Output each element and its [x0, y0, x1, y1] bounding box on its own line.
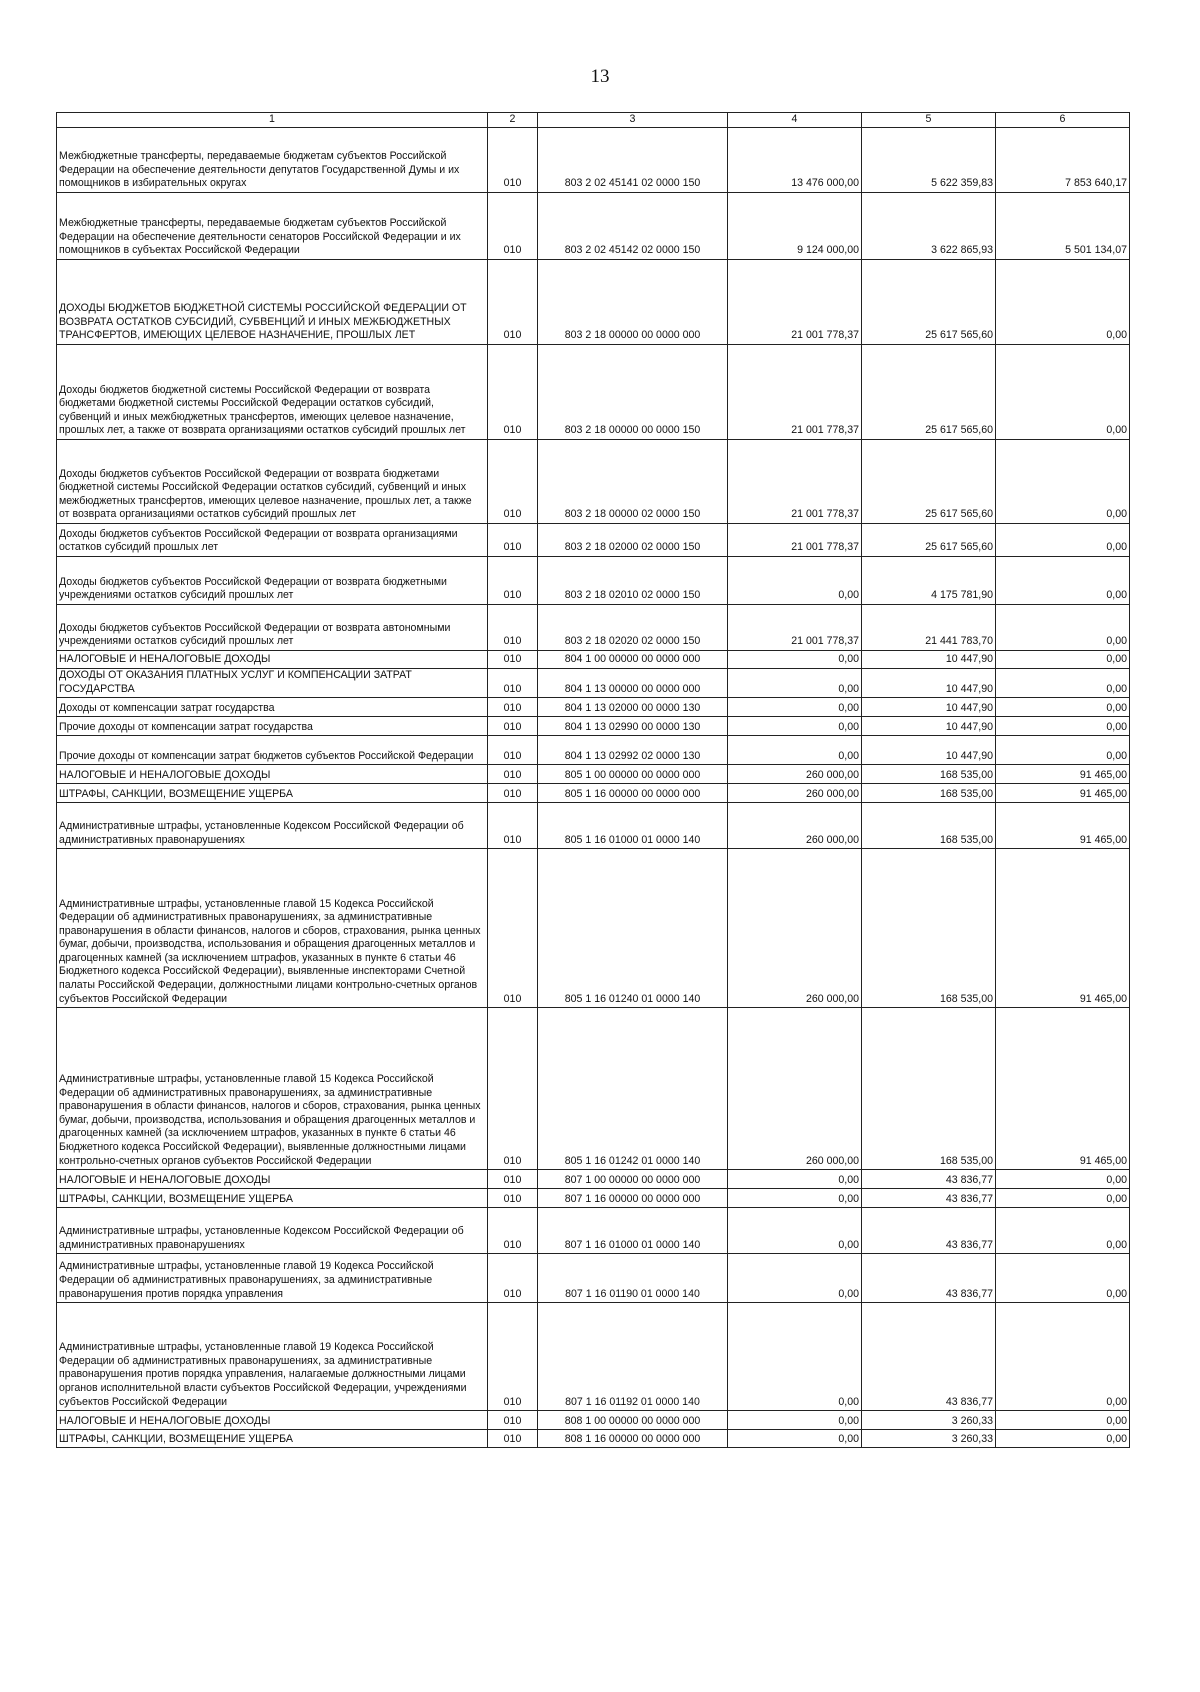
row-code: 010	[488, 524, 538, 557]
budget-classification-code: 807 1 16 01190 01 0000 140	[538, 1254, 728, 1303]
executed-amount: 5 622 359,83	[862, 128, 996, 193]
budget-classification-code: 804 1 13 02992 02 0000 130	[538, 736, 728, 765]
budget-classification-code: 808 1 16 00000 00 0000 000	[538, 1430, 728, 1448]
budget-classification-code: 808 1 00 00000 00 0000 000	[538, 1411, 728, 1430]
column-header: 3	[538, 113, 728, 128]
unexecuted-amount: 91 465,00	[996, 849, 1130, 1008]
income-name: Доходы бюджетов субъектов Российской Федерации от возврата организациями остатков субсидий прошлых лет	[57, 524, 488, 557]
table-row	[57, 849, 1130, 1008]
table-row	[57, 1411, 1130, 1430]
unexecuted-amount: 0,00	[996, 1303, 1130, 1411]
table-row	[57, 669, 1130, 698]
approved-amount: 0,00	[728, 1303, 862, 1411]
approved-amount: 0,00	[728, 557, 862, 605]
income-name: Административные штрафы, установленные главой 15 Кодекса Российской Федерации об административных правонарушениях, за административные правонарушения в области финансов, налогов и сборов, страхования, рынка ценных бумаг, добычи, производства, использования и обращения драгоценных металлов и драгоценных камней (за исключением штрафов, указанных в пункте 6 статьи 46 Бюджетного кодекса Российской Федерации), выявленные инспекторами Счетной палаты Российской Федерации, должностными лицами контрольно-счетных органов субъектов Российской Федерации	[57, 849, 488, 1008]
budget-classification-code: 805 1 16 01240 01 0000 140	[538, 849, 728, 1008]
table-row	[57, 1189, 1130, 1208]
approved-amount: 0,00	[728, 1170, 862, 1189]
executed-amount: 43 836,77	[862, 1189, 996, 1208]
income-name: Административные штрафы, установленные главой 15 Кодекса Российской Федерации об административных правонарушениях, за административные правонарушения в области финансов, налогов и сборов, страхования, рынка ценных бумаг, добычи, производства, использования и обращения драгоценных металлов и драгоценных камней (за исключением штрафов, указанных в пункте 6 статьи 46 Бюджетного кодекса Российской Федерации), выявленные должностными лицами контрольно-счетных органов субъектов Российской Федерации	[57, 1008, 488, 1170]
income-name: ШТРАФЫ, САНКЦИИ, ВОЗМЕЩЕНИЕ УЩЕРБА	[57, 1189, 488, 1208]
table-header-row	[57, 113, 1130, 128]
table-row	[57, 1208, 1130, 1254]
table-row	[57, 1170, 1130, 1189]
approved-amount: 0,00	[728, 1189, 862, 1208]
table-row	[57, 651, 1130, 669]
unexecuted-amount: 0,00	[996, 557, 1130, 605]
unexecuted-amount: 91 465,00	[996, 803, 1130, 849]
income-name: Доходы бюджетов бюджетной системы Российской Федерации от возврата бюджетами бюджетной системы Российской Федерации остатков субсидий, субвенций и иных межбюджетных трансфертов, имеющих целевое назначение, прошлых лет, а также от возврата организациями остатков субсидий прошлых лет	[57, 345, 488, 440]
unexecuted-amount: 0,00	[996, 736, 1130, 765]
column-header: 2	[488, 113, 538, 128]
row-code: 010	[488, 736, 538, 765]
table-row	[57, 803, 1130, 849]
budget-classification-code: 803 2 18 00000 00 0000 000	[538, 260, 728, 345]
row-code: 010	[488, 1411, 538, 1430]
row-code: 010	[488, 669, 538, 698]
page-number: 13	[590, 66, 610, 87]
approved-amount: 0,00	[728, 1254, 862, 1303]
budget-classification-code: 803 2 18 02000 02 0000 150	[538, 524, 728, 557]
approved-amount: 260 000,00	[728, 765, 862, 784]
table-row	[57, 717, 1130, 736]
row-code: 010	[488, 260, 538, 345]
executed-amount: 168 535,00	[862, 765, 996, 784]
row-code: 010	[488, 128, 538, 193]
approved-amount: 0,00	[728, 669, 862, 698]
executed-amount: 43 836,77	[862, 1208, 996, 1254]
approved-amount: 0,00	[728, 717, 862, 736]
unexecuted-amount: 0,00	[996, 1430, 1130, 1448]
table-row	[57, 1008, 1130, 1170]
table-row	[57, 524, 1130, 557]
unexecuted-amount: 0,00	[996, 1411, 1130, 1430]
executed-amount: 168 535,00	[862, 1008, 996, 1170]
column-header: 4	[728, 113, 862, 128]
unexecuted-amount: 5 501 134,07	[996, 193, 1130, 260]
row-code: 010	[488, 849, 538, 1008]
income-name: Доходы бюджетов субъектов Российской Федерации от возврата автономными учреждениями остатков субсидий прошлых лет	[57, 605, 488, 651]
budget-classification-code: 807 1 16 01192 01 0000 140	[538, 1303, 728, 1411]
budget-classification-code: 804 1 13 02990 00 0000 130	[538, 717, 728, 736]
unexecuted-amount: 0,00	[996, 440, 1130, 524]
income-name: НАЛОГОВЫЕ И НЕНАЛОГОВЫЕ ДОХОДЫ	[57, 1411, 488, 1430]
executed-amount: 43 836,77	[862, 1170, 996, 1189]
budget-classification-code: 804 1 00 00000 00 0000 000	[538, 651, 728, 669]
budget-classification-code: 803 2 18 02010 02 0000 150	[538, 557, 728, 605]
unexecuted-amount: 0,00	[996, 345, 1130, 440]
row-code: 010	[488, 605, 538, 651]
unexecuted-amount: 91 465,00	[996, 784, 1130, 803]
budget-classification-code: 803 2 02 45141 02 0000 150	[538, 128, 728, 193]
executed-amount: 43 836,77	[862, 1254, 996, 1303]
income-name: Межбюджетные трансферты, передаваемые бюджетам субъектов Российской Федерации на обеспечение деятельности сенаторов Российской Федерации и их помощников в субъектах Российской Федерации	[57, 193, 488, 260]
budget-classification-code: 805 1 16 01000 01 0000 140	[538, 803, 728, 849]
income-name: НАЛОГОВЫЕ И НЕНАЛОГОВЫЕ ДОХОДЫ	[57, 1170, 488, 1189]
unexecuted-amount: 0,00	[996, 1208, 1130, 1254]
executed-amount: 3 622 865,93	[862, 193, 996, 260]
row-code: 010	[488, 1303, 538, 1411]
unexecuted-amount: 0,00	[996, 1254, 1130, 1303]
unexecuted-amount: 0,00	[996, 1189, 1130, 1208]
budget-classification-code: 804 1 13 00000 00 0000 000	[538, 669, 728, 698]
income-name: Административные штрафы, установленные Кодексом Российской Федерации об административных правонарушениях	[57, 803, 488, 849]
table-row	[57, 698, 1130, 717]
row-code: 010	[488, 557, 538, 605]
row-code: 010	[488, 651, 538, 669]
budget-classification-code: 803 2 18 00000 02 0000 150	[538, 440, 728, 524]
column-header: 1	[57, 113, 488, 128]
executed-amount: 3 260,33	[862, 1430, 996, 1448]
executed-amount: 10 447,90	[862, 651, 996, 669]
budget-execution-table	[56, 112, 1130, 1448]
row-code: 010	[488, 1430, 538, 1448]
row-code: 010	[488, 765, 538, 784]
unexecuted-amount: 0,00	[996, 669, 1130, 698]
row-code: 010	[488, 717, 538, 736]
row-code: 010	[488, 803, 538, 849]
executed-amount: 4 175 781,90	[862, 557, 996, 605]
income-name: Доходы бюджетов субъектов Российской Федерации от возврата бюджетами бюджетной системы Российской Федерации остатков субсидий, субвенций и иных межбюджетных трансфертов, имеющих целевое назначение, прошлых лет, а также от возврата организациями остатков субсидий прошлых лет	[57, 440, 488, 524]
income-name: Прочие доходы от компенсации затрат государства	[57, 717, 488, 736]
income-name: Доходы бюджетов субъектов Российской Федерации от возврата бюджетными учреждениями остатков субсидий прошлых лет	[57, 557, 488, 605]
table-row	[57, 736, 1130, 765]
approved-amount: 260 000,00	[728, 1008, 862, 1170]
row-code: 010	[488, 1008, 538, 1170]
row-code: 010	[488, 1189, 538, 1208]
approved-amount: 260 000,00	[728, 784, 862, 803]
budget-classification-code: 803 2 02 45142 02 0000 150	[538, 193, 728, 260]
approved-amount: 0,00	[728, 698, 862, 717]
approved-amount: 0,00	[728, 1411, 862, 1430]
budget-classification-code: 807 1 16 00000 00 0000 000	[538, 1189, 728, 1208]
executed-amount: 25 617 565,60	[862, 524, 996, 557]
table-row	[57, 784, 1130, 803]
executed-amount: 10 447,90	[862, 698, 996, 717]
income-name: Административные штрафы, установленные главой 19 Кодекса Российской Федерации об административных правонарушениях, за административные правонарушения против порядка управления, налагаемые должностными лицами органов исполнительной власти субъектов Российской Федерации, учреждениями субъектов Российской Федерации	[57, 1303, 488, 1411]
unexecuted-amount: 0,00	[996, 717, 1130, 736]
unexecuted-amount: 0,00	[996, 1170, 1130, 1189]
approved-amount: 260 000,00	[728, 803, 862, 849]
unexecuted-amount: 0,00	[996, 651, 1130, 669]
row-code: 010	[488, 1254, 538, 1303]
approved-amount: 21 001 778,37	[728, 524, 862, 557]
income-name: Административные штрафы, установленные Кодексом Российской Федерации об административных правонарушениях	[57, 1208, 488, 1254]
approved-amount: 21 001 778,37	[728, 605, 862, 651]
unexecuted-amount: 0,00	[996, 260, 1130, 345]
executed-amount: 168 535,00	[862, 803, 996, 849]
executed-amount: 10 447,90	[862, 717, 996, 736]
executed-amount: 21 441 783,70	[862, 605, 996, 651]
column-header: 6	[996, 113, 1130, 128]
budget-classification-code: 804 1 13 02000 00 0000 130	[538, 698, 728, 717]
table-row	[57, 1254, 1130, 1303]
executed-amount: 43 836,77	[862, 1303, 996, 1411]
table-row	[57, 440, 1130, 524]
table-row	[57, 128, 1130, 193]
income-name: НАЛОГОВЫЕ И НЕНАЛОГОВЫЕ ДОХОДЫ	[57, 651, 488, 669]
executed-amount: 25 617 565,60	[862, 345, 996, 440]
table-row	[57, 260, 1130, 345]
budget-classification-code: 805 1 16 01242 01 0000 140	[538, 1008, 728, 1170]
approved-amount: 0,00	[728, 736, 862, 765]
income-name: Прочие доходы от компенсации затрат бюджетов субъектов Российской Федерации	[57, 736, 488, 765]
budget-classification-code: 807 1 16 01000 01 0000 140	[538, 1208, 728, 1254]
unexecuted-amount: 7 853 640,17	[996, 128, 1130, 193]
income-name: ШТРАФЫ, САНКЦИИ, ВОЗМЕЩЕНИЕ УЩЕРБА	[57, 784, 488, 803]
approved-amount: 260 000,00	[728, 849, 862, 1008]
executed-amount: 168 535,00	[862, 849, 996, 1008]
unexecuted-amount: 0,00	[996, 524, 1130, 557]
income-name: ДОХОДЫ БЮДЖЕТОВ БЮДЖЕТНОЙ СИСТЕМЫ РОССИЙСКОЙ ФЕДЕРАЦИИ ОТ ВОЗВРАТА ОСТАТКОВ СУБСИДИЙ, СУБВЕНЦИЙ И ИНЫХ МЕЖБЮДЖЕТНЫХ ТРАНСФЕРТОВ, ИМЕЮЩИХ ЦЕЛЕВОЕ НАЗНАЧЕНИЕ, ПРОШЛЫХ ЛЕТ	[57, 260, 488, 345]
income-name: Доходы от компенсации затрат государства	[57, 698, 488, 717]
row-code: 010	[488, 345, 538, 440]
executed-amount: 10 447,90	[862, 736, 996, 765]
unexecuted-amount: 91 465,00	[996, 1008, 1130, 1170]
approved-amount: 21 001 778,37	[728, 345, 862, 440]
approved-amount: 0,00	[728, 651, 862, 669]
approved-amount: 9 124 000,00	[728, 193, 862, 260]
table-row	[57, 557, 1130, 605]
budget-classification-code: 803 2 18 02020 02 0000 150	[538, 605, 728, 651]
row-code: 010	[488, 1208, 538, 1254]
row-code: 010	[488, 784, 538, 803]
budget-classification-code: 803 2 18 00000 00 0000 150	[538, 345, 728, 440]
table-row	[57, 765, 1130, 784]
approved-amount: 21 001 778,37	[728, 440, 862, 524]
budget-classification-code: 807 1 00 00000 00 0000 000	[538, 1170, 728, 1189]
column-header: 5	[862, 113, 996, 128]
executed-amount: 25 617 565,60	[862, 260, 996, 345]
executed-amount: 168 535,00	[862, 784, 996, 803]
table-row	[57, 1303, 1130, 1411]
table-body	[57, 128, 1130, 1448]
table-row	[57, 1430, 1130, 1448]
executed-amount: 10 447,90	[862, 669, 996, 698]
unexecuted-amount: 91 465,00	[996, 765, 1130, 784]
income-name: ШТРАФЫ, САНКЦИИ, ВОЗМЕЩЕНИЕ УЩЕРБА	[57, 1430, 488, 1448]
executed-amount: 3 260,33	[862, 1411, 996, 1430]
income-name: Межбюджетные трансферты, передаваемые бюджетам субъектов Российской Федерации на обеспечение деятельности депутатов Государственной Думы и их помощников в избирательных округах	[57, 128, 488, 193]
approved-amount: 0,00	[728, 1208, 862, 1254]
table-row	[57, 345, 1130, 440]
approved-amount: 21 001 778,37	[728, 260, 862, 345]
row-code: 010	[488, 440, 538, 524]
income-name: ДОХОДЫ ОТ ОКАЗАНИЯ ПЛАТНЫХ УСЛУГ И КОМПЕНСАЦИИ ЗАТРАТ ГОСУДАРСТВА	[57, 669, 488, 698]
row-code: 010	[488, 193, 538, 260]
unexecuted-amount: 0,00	[996, 698, 1130, 717]
table-row	[57, 605, 1130, 651]
row-code: 010	[488, 1170, 538, 1189]
income-name: НАЛОГОВЫЕ И НЕНАЛОГОВЫЕ ДОХОДЫ	[57, 765, 488, 784]
budget-classification-code: 805 1 00 00000 00 0000 000	[538, 765, 728, 784]
budget-classification-code: 805 1 16 00000 00 0000 000	[538, 784, 728, 803]
income-name: Административные штрафы, установленные главой 19 Кодекса Российской Федерации об административных правонарушениях, за административные правонарушения против порядка управления	[57, 1254, 488, 1303]
approved-amount: 13 476 000,00	[728, 128, 862, 193]
row-code: 010	[488, 698, 538, 717]
table-row	[57, 193, 1130, 260]
approved-amount: 0,00	[728, 1430, 862, 1448]
executed-amount: 25 617 565,60	[862, 440, 996, 524]
unexecuted-amount: 0,00	[996, 605, 1130, 651]
